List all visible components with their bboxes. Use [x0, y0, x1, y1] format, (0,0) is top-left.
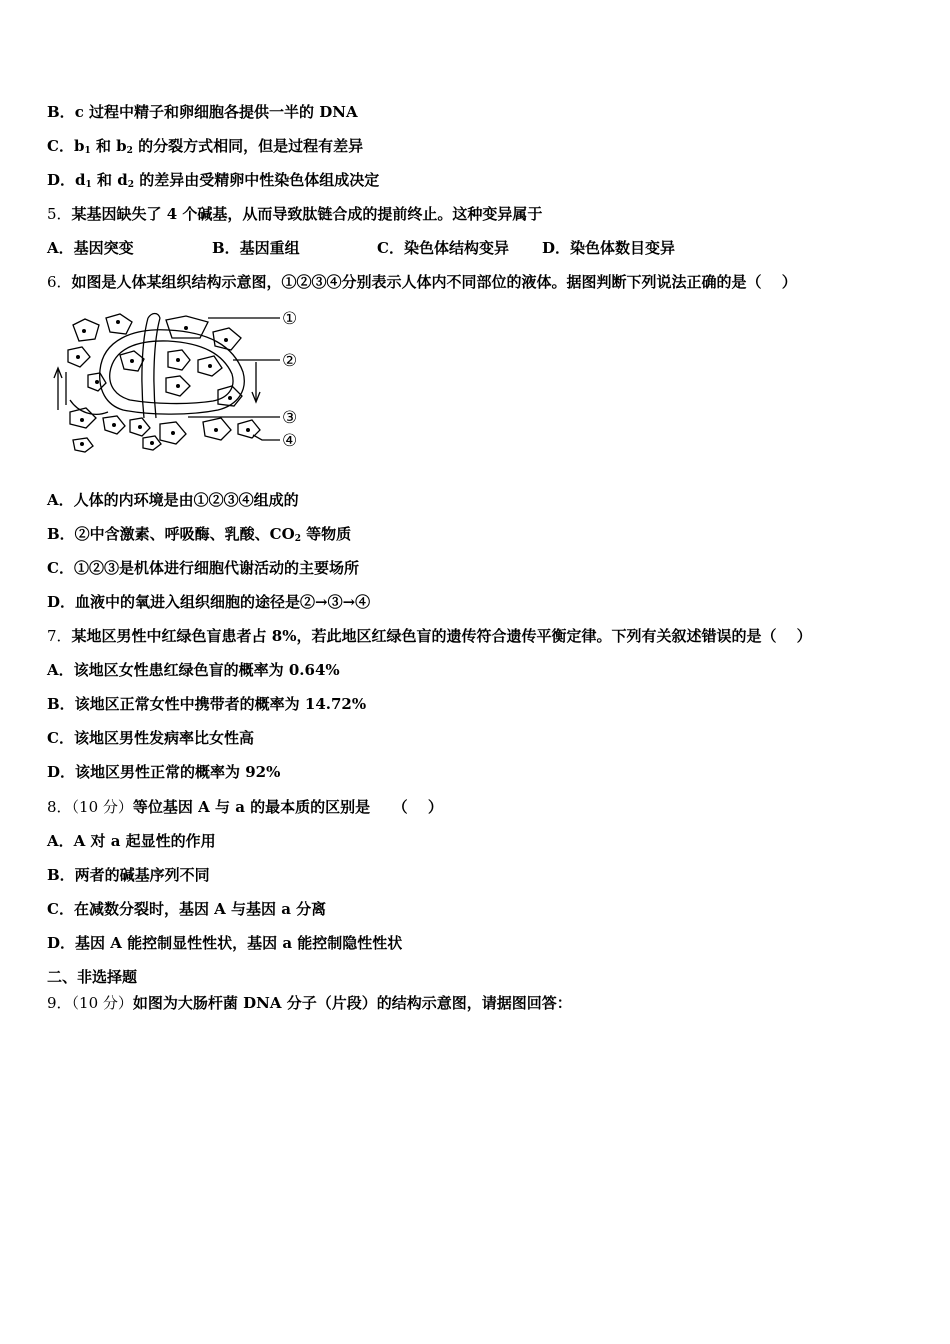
q6-stem: 6．如图是人体某组织结构示意图，①②③④分别表示人体内不同部位的液体。据图判断下列说法正确的是（ ） — [47, 273, 797, 291]
section-heading: 二、非选择题 — [47, 968, 138, 986]
q8-option-a: A．A 对 a 起显性的作用 — [47, 832, 216, 850]
q4-option-c: C．$b_1$ 和 $b_2$ 的分裂方式相同，但是过程有差异 — [47, 137, 364, 156]
q7-option-c: C．该地区男性发病率比女性高 — [47, 729, 254, 747]
q7-option-a: A．该地区女性患红绿色盲的概率为 0.64% — [47, 661, 340, 679]
q8-option-c: C．在减数分裂时，基因 A 与基因 a 分离 — [47, 900, 327, 918]
q5-options — [47, 238, 675, 258]
q4-option-d: D．$d_1$ 和 $d_2$ 的差异由受精卵中性染色体组成决定 — [47, 171, 380, 190]
q5-option-d: D．染色体数目变异 — [542, 239, 676, 257]
q7-option-d: D．该地区男性正常的概率为 92% — [47, 763, 281, 781]
q5-stem: 5．某基因缺失了 4 个碱基，从而导致肽链合成的提前终止。这种变异属于 — [47, 205, 543, 223]
q6-option-d: D．血液中的氧进入组织细胞的途径是②→③→④ — [47, 593, 371, 611]
figure-label-4: ④ — [282, 431, 298, 451]
q8-stem: 8．（10 分）等位基因 A 与 a 的最本质的区别是 （ ） — [47, 798, 443, 816]
figure-label-2: ② — [282, 351, 298, 371]
q5-option-a: A．基因突变 — [47, 239, 134, 257]
q7-stem: 7．某地区男性中红绿色盲患者占 8%，若此地区红绿色盲的遗传符合遗传平衡定律。下列有关叙述错误的是（ ） — [47, 627, 812, 645]
q5-option-b: B．基因重组 — [212, 239, 300, 257]
q7-option-b: B．该地区正常女性中携带者的概率为 14.72% — [47, 695, 367, 713]
q9-stem: 9．（10 分）如图为大肠杆菌 DNA 分子（片段）的结构示意图，请据图回答： — [47, 994, 572, 1012]
q8-option-d: D．基因 A 能控制显性性状，基因 a 能控制隐性性状 — [47, 934, 403, 952]
q5-option-c: C．染色体结构变异 — [377, 239, 509, 257]
q8-option-b: B．两者的碱基序列不同 — [47, 866, 210, 884]
q6-option-a: A．人体的内环境是由①②③④组成的 — [47, 491, 299, 509]
q6-option-c: C．①②③是机体进行细胞代谢活动的主要场所 — [47, 559, 359, 577]
figure-label-3: ③ — [282, 408, 298, 428]
q6-option-b: B．②中含激素、呼吸酶、乳酸、$CO_2$ 等物质 — [47, 525, 352, 544]
figure-label-1: ① — [282, 309, 298, 329]
q4-option-b: B．c 过程中精子和卵细胞各提供一半的 DNA — [47, 103, 358, 121]
tissue-structure-figure — [48, 300, 313, 460]
